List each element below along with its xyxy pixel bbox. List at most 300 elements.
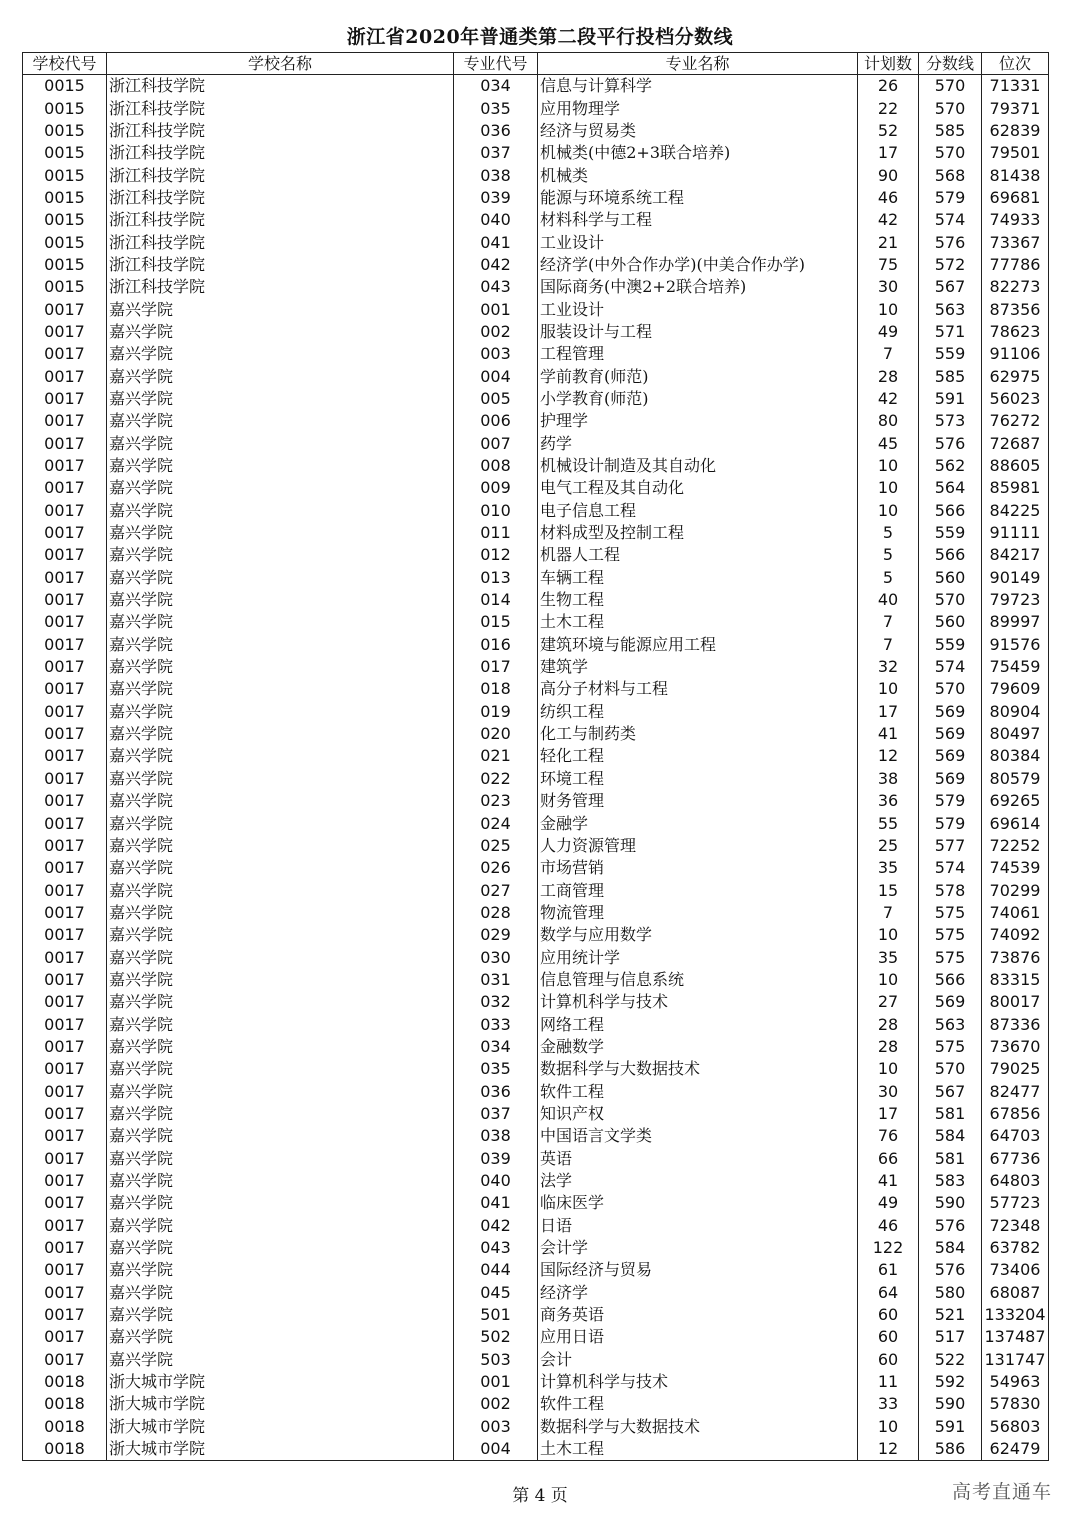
cell-rank: 67736 — [982, 1148, 1049, 1170]
cell-plan-count: 12 — [858, 1438, 919, 1461]
cell-rank: 85981 — [982, 477, 1049, 499]
cell-rank: 76272 — [982, 410, 1049, 432]
cell-major-name: 应用统计学 — [538, 946, 858, 968]
cell-major-code: 501 — [454, 1304, 538, 1326]
cell-score-line: 560 — [919, 567, 982, 589]
cell-major-code: 024 — [454, 812, 538, 834]
cell-score-line: 569 — [919, 991, 982, 1013]
cell-score-line: 522 — [919, 1349, 982, 1371]
cell-school-code: 0017 — [23, 321, 107, 343]
cell-rank: 82273 — [982, 276, 1049, 298]
cell-plan-count: 30 — [858, 276, 919, 298]
cell-school-code: 0015 — [23, 187, 107, 209]
cell-score-line: 574 — [919, 857, 982, 879]
cell-major-name: 市场营销 — [538, 857, 858, 879]
cell-school-code: 0017 — [23, 298, 107, 320]
cell-rank: 80384 — [982, 745, 1049, 767]
cell-major-name: 材料成型及控制工程 — [538, 522, 858, 544]
col-header-score-line: 分数线 — [919, 53, 982, 75]
cell-school-name: 嘉兴学院 — [107, 879, 454, 901]
cell-score-line: 576 — [919, 1215, 982, 1237]
cell-school-code: 0017 — [23, 946, 107, 968]
cell-school-code: 0017 — [23, 1259, 107, 1281]
cell-major-code: 043 — [454, 1237, 538, 1259]
cell-plan-count: 90 — [858, 164, 919, 186]
col-header-major-name: 专业名称 — [538, 53, 858, 75]
cell-major-code: 016 — [454, 634, 538, 656]
cell-rank: 73670 — [982, 1036, 1049, 1058]
cell-major-name: 护理学 — [538, 410, 858, 432]
table-row — [23, 924, 1049, 946]
table-row — [23, 656, 1049, 678]
cell-school-name: 浙江科技学院 — [107, 97, 454, 119]
cell-plan-count: 42 — [858, 209, 919, 231]
cell-school-code: 0017 — [23, 634, 107, 656]
cell-plan-count: 25 — [858, 835, 919, 857]
cell-major-code: 010 — [454, 500, 538, 522]
cell-major-name: 会计 — [538, 1349, 858, 1371]
cell-major-code: 011 — [454, 522, 538, 544]
cell-plan-count: 5 — [858, 544, 919, 566]
table-row — [23, 812, 1049, 834]
cell-school-name: 浙大城市学院 — [107, 1416, 454, 1438]
cell-school-code: 0017 — [23, 522, 107, 544]
cell-school-code: 0017 — [23, 455, 107, 477]
cell-school-name: 嘉兴学院 — [107, 768, 454, 790]
col-header-plan-count: 计划数 — [858, 53, 919, 75]
cell-rank: 69614 — [982, 812, 1049, 834]
cell-major-code: 021 — [454, 745, 538, 767]
cell-school-name: 嘉兴学院 — [107, 321, 454, 343]
table-row — [23, 1259, 1049, 1281]
table-row — [23, 164, 1049, 186]
cell-school-code: 0018 — [23, 1416, 107, 1438]
cell-plan-count: 28 — [858, 1013, 919, 1035]
cell-score-line: 576 — [919, 231, 982, 253]
cell-score-line: 579 — [919, 187, 982, 209]
table-row — [23, 1237, 1049, 1259]
cell-school-code: 0017 — [23, 500, 107, 522]
cell-rank: 73406 — [982, 1259, 1049, 1281]
cell-major-code: 003 — [454, 343, 538, 365]
cell-school-name: 嘉兴学院 — [107, 857, 454, 879]
cell-rank: 63782 — [982, 1237, 1049, 1259]
cell-score-line: 575 — [919, 902, 982, 924]
cell-school-name: 浙江科技学院 — [107, 276, 454, 298]
cell-school-code: 0017 — [23, 1058, 107, 1080]
cell-school-code: 0017 — [23, 835, 107, 857]
cell-plan-count: 17 — [858, 1103, 919, 1125]
cell-major-code: 029 — [454, 924, 538, 946]
cell-major-code: 004 — [454, 365, 538, 387]
cell-major-code: 014 — [454, 589, 538, 611]
cell-school-code: 0017 — [23, 1304, 107, 1326]
cell-school-code: 0017 — [23, 991, 107, 1013]
table-row — [23, 946, 1049, 968]
cell-school-code: 0017 — [23, 857, 107, 879]
cell-school-name: 嘉兴学院 — [107, 1036, 454, 1058]
table-row — [23, 120, 1049, 142]
cell-rank: 72348 — [982, 1215, 1049, 1237]
table-row — [23, 1349, 1049, 1371]
cell-score-line: 566 — [919, 969, 982, 991]
cell-school-code: 0017 — [23, 879, 107, 901]
cell-school-name: 嘉兴学院 — [107, 790, 454, 812]
cell-school-code: 0015 — [23, 97, 107, 119]
watermark: 高考直通车 — [951, 1481, 1052, 1503]
cell-plan-count: 61 — [858, 1259, 919, 1281]
cell-school-code: 0017 — [23, 544, 107, 566]
table-row — [23, 522, 1049, 544]
cell-score-line: 581 — [919, 1148, 982, 1170]
cell-plan-count: 66 — [858, 1148, 919, 1170]
cell-school-code: 0017 — [23, 1170, 107, 1192]
cell-plan-count: 7 — [858, 611, 919, 633]
cell-school-name: 嘉兴学院 — [107, 477, 454, 499]
cell-major-code: 038 — [454, 164, 538, 186]
cell-school-name: 嘉兴学院 — [107, 1349, 454, 1371]
cell-school-code: 0017 — [23, 656, 107, 678]
cell-school-name: 嘉兴学院 — [107, 1125, 454, 1147]
cell-major-name: 机械类 — [538, 164, 858, 186]
cell-school-name: 嘉兴学院 — [107, 365, 454, 387]
cell-rank: 80017 — [982, 991, 1049, 1013]
cell-school-code: 0017 — [23, 589, 107, 611]
cell-major-name: 经济与贸易类 — [538, 120, 858, 142]
table-row — [23, 321, 1049, 343]
cell-school-name: 嘉兴学院 — [107, 835, 454, 857]
cell-major-code: 003 — [454, 1416, 538, 1438]
cell-score-line: 592 — [919, 1371, 982, 1393]
cell-major-code: 008 — [454, 455, 538, 477]
cell-major-code: 041 — [454, 231, 538, 253]
cell-major-name: 软件工程 — [538, 1393, 858, 1415]
cell-major-code: 002 — [454, 1393, 538, 1415]
cell-score-line: 575 — [919, 946, 982, 968]
cell-school-code: 0018 — [23, 1438, 107, 1461]
cell-major-name: 机器人工程 — [538, 544, 858, 566]
cell-major-name: 计算机科学与技术 — [538, 1371, 858, 1393]
cell-major-code: 037 — [454, 1103, 538, 1125]
cell-major-name: 知识产权 — [538, 1103, 858, 1125]
cell-major-code: 502 — [454, 1326, 538, 1348]
cell-school-code: 0017 — [23, 902, 107, 924]
cell-score-line: 590 — [919, 1393, 982, 1415]
cell-school-code: 0015 — [23, 209, 107, 231]
cell-major-name: 化工与制药类 — [538, 723, 858, 745]
cell-score-line: 584 — [919, 1125, 982, 1147]
table-row — [23, 276, 1049, 298]
cell-school-name: 浙江科技学院 — [107, 120, 454, 142]
cell-plan-count: 36 — [858, 790, 919, 812]
table-row — [23, 723, 1049, 745]
cell-major-name: 车辆工程 — [538, 567, 858, 589]
cell-school-code: 0017 — [23, 365, 107, 387]
cell-score-line: 573 — [919, 410, 982, 432]
cell-school-code: 0017 — [23, 701, 107, 723]
cell-school-name: 浙江科技学院 — [107, 209, 454, 231]
cell-school-code: 0017 — [23, 1215, 107, 1237]
cell-major-code: 004 — [454, 1438, 538, 1461]
table-row — [23, 544, 1049, 566]
cell-major-name: 学前教育(师范) — [538, 365, 858, 387]
cell-plan-count: 11 — [858, 1371, 919, 1393]
cell-plan-count: 10 — [858, 298, 919, 320]
cell-major-code: 043 — [454, 276, 538, 298]
cell-major-name: 数据科学与大数据技术 — [538, 1058, 858, 1080]
cell-school-name: 嘉兴学院 — [107, 812, 454, 834]
cell-school-name: 浙江科技学院 — [107, 75, 454, 98]
cell-major-code: 028 — [454, 902, 538, 924]
cell-rank: 64703 — [982, 1125, 1049, 1147]
cell-major-code: 039 — [454, 187, 538, 209]
cell-major-name: 高分子材料与工程 — [538, 678, 858, 700]
cell-school-name: 嘉兴学院 — [107, 1282, 454, 1304]
cell-major-code: 012 — [454, 544, 538, 566]
cell-score-line: 570 — [919, 1058, 982, 1080]
table-row — [23, 678, 1049, 700]
cell-major-name: 应用物理学 — [538, 97, 858, 119]
cell-school-code: 0017 — [23, 611, 107, 633]
cell-major-code: 040 — [454, 1170, 538, 1192]
cell-school-code: 0017 — [23, 1103, 107, 1125]
cell-plan-count: 49 — [858, 321, 919, 343]
cell-plan-count: 46 — [858, 187, 919, 209]
cell-plan-count: 5 — [858, 567, 919, 589]
cell-school-code: 0017 — [23, 1349, 107, 1371]
cell-plan-count: 32 — [858, 656, 919, 678]
cell-major-name: 机械设计制造及其自动化 — [538, 455, 858, 477]
cell-major-name: 建筑环境与能源应用工程 — [538, 634, 858, 656]
cell-school-name: 浙大城市学院 — [107, 1438, 454, 1461]
cell-rank: 80497 — [982, 723, 1049, 745]
cell-major-name: 电子信息工程 — [538, 500, 858, 522]
cell-plan-count: 21 — [858, 231, 919, 253]
cell-major-code: 031 — [454, 969, 538, 991]
cell-plan-count: 52 — [858, 120, 919, 142]
cell-major-code: 002 — [454, 321, 538, 343]
col-header-major-code: 专业代号 — [454, 53, 538, 75]
cell-rank: 56023 — [982, 388, 1049, 410]
cell-plan-count: 60 — [858, 1349, 919, 1371]
cell-rank: 137487 — [982, 1326, 1049, 1348]
cell-school-code: 0017 — [23, 768, 107, 790]
cell-rank: 62975 — [982, 365, 1049, 387]
cell-plan-count: 49 — [858, 1192, 919, 1214]
cell-major-name: 轻化工程 — [538, 745, 858, 767]
cell-score-line: 570 — [919, 142, 982, 164]
cell-school-code: 0015 — [23, 276, 107, 298]
cell-major-name: 英语 — [538, 1148, 858, 1170]
cell-plan-count: 10 — [858, 1416, 919, 1438]
cell-plan-count: 22 — [858, 97, 919, 119]
cell-school-name: 嘉兴学院 — [107, 656, 454, 678]
cell-plan-count: 38 — [858, 768, 919, 790]
table-row — [23, 634, 1049, 656]
cell-rank: 81438 — [982, 164, 1049, 186]
page-title: 浙江省2020年普通类第二段平行投档分数线 — [346, 26, 734, 48]
cell-school-name: 嘉兴学院 — [107, 745, 454, 767]
cell-school-code: 0018 — [23, 1393, 107, 1415]
cell-major-name: 经济学(中外合作办学)(中美合作办学) — [538, 254, 858, 276]
cell-rank: 133204 — [982, 1304, 1049, 1326]
cell-rank: 79723 — [982, 589, 1049, 611]
cell-major-name: 服装设计与工程 — [538, 321, 858, 343]
cell-plan-count: 28 — [858, 365, 919, 387]
cell-plan-count: 64 — [858, 1282, 919, 1304]
table-row — [23, 455, 1049, 477]
cell-major-name: 人力资源管理 — [538, 835, 858, 857]
cell-school-name: 嘉兴学院 — [107, 1326, 454, 1348]
cell-score-line: 583 — [919, 1170, 982, 1192]
cell-score-line: 585 — [919, 120, 982, 142]
cell-plan-count: 10 — [858, 678, 919, 700]
cell-major-name: 日语 — [538, 1215, 858, 1237]
cell-major-name: 法学 — [538, 1170, 858, 1192]
table-body — [23, 75, 1049, 1461]
cell-score-line: 567 — [919, 1080, 982, 1102]
cell-major-name: 工业设计 — [538, 231, 858, 253]
cell-school-code: 0017 — [23, 1036, 107, 1058]
cell-major-code: 025 — [454, 835, 538, 857]
cell-major-name: 数据科学与大数据技术 — [538, 1416, 858, 1438]
cell-major-code: 023 — [454, 790, 538, 812]
cell-rank: 74092 — [982, 924, 1049, 946]
cell-rank: 73876 — [982, 946, 1049, 968]
cell-rank: 57723 — [982, 1192, 1049, 1214]
cell-major-name: 工业设计 — [538, 298, 858, 320]
cell-plan-count: 10 — [858, 924, 919, 946]
cell-school-code: 0015 — [23, 231, 107, 253]
cell-school-name: 浙大城市学院 — [107, 1371, 454, 1393]
cell-rank: 57830 — [982, 1393, 1049, 1415]
table-row — [23, 611, 1049, 633]
cell-school-name: 嘉兴学院 — [107, 634, 454, 656]
cell-major-name: 金融数学 — [538, 1036, 858, 1058]
cell-school-name: 嘉兴学院 — [107, 522, 454, 544]
cell-rank: 89997 — [982, 611, 1049, 633]
cell-plan-count: 40 — [858, 589, 919, 611]
table-row — [23, 254, 1049, 276]
cell-major-code: 030 — [454, 946, 538, 968]
cell-major-name: 电气工程及其自动化 — [538, 477, 858, 499]
cell-major-code: 013 — [454, 567, 538, 589]
cell-plan-count: 17 — [858, 142, 919, 164]
cell-score-line: 517 — [919, 1326, 982, 1348]
cell-major-code: 017 — [454, 656, 538, 678]
cell-major-name: 生物工程 — [538, 589, 858, 611]
cell-score-line: 563 — [919, 298, 982, 320]
cell-rank: 91106 — [982, 343, 1049, 365]
table-row — [23, 790, 1049, 812]
cell-score-line: 575 — [919, 1036, 982, 1058]
cell-school-code: 0017 — [23, 477, 107, 499]
cell-school-name: 浙江科技学院 — [107, 142, 454, 164]
cell-major-code: 034 — [454, 1036, 538, 1058]
cell-school-code: 0017 — [23, 1326, 107, 1348]
cell-major-code: 001 — [454, 1371, 538, 1393]
table-row — [23, 1170, 1049, 1192]
cell-score-line: 559 — [919, 343, 982, 365]
cell-major-name: 经济学 — [538, 1282, 858, 1304]
cell-rank: 79371 — [982, 97, 1049, 119]
cell-rank: 71331 — [982, 75, 1049, 98]
cell-school-name: 嘉兴学院 — [107, 924, 454, 946]
table-row — [23, 1192, 1049, 1214]
cell-major-name: 应用日语 — [538, 1326, 858, 1348]
cell-rank: 74933 — [982, 209, 1049, 231]
cell-score-line: 586 — [919, 1438, 982, 1461]
cell-score-line: 585 — [919, 365, 982, 387]
cell-plan-count: 12 — [858, 745, 919, 767]
cell-school-code: 0017 — [23, 1013, 107, 1035]
cell-school-name: 嘉兴学院 — [107, 343, 454, 365]
cell-major-code: 039 — [454, 1148, 538, 1170]
cell-score-line: 570 — [919, 678, 982, 700]
cell-school-name: 嘉兴学院 — [107, 1170, 454, 1192]
cell-score-line: 569 — [919, 701, 982, 723]
table-row — [23, 879, 1049, 901]
cell-school-name: 嘉兴学院 — [107, 701, 454, 723]
cell-score-line: 569 — [919, 723, 982, 745]
cell-major-name: 数学与应用数学 — [538, 924, 858, 946]
cell-major-code: 022 — [454, 768, 538, 790]
cell-major-code: 005 — [454, 388, 538, 410]
cell-rank: 72687 — [982, 433, 1049, 455]
cell-plan-count: 33 — [858, 1393, 919, 1415]
cell-rank: 62839 — [982, 120, 1049, 142]
cell-major-code: 018 — [454, 678, 538, 700]
cell-rank: 74061 — [982, 902, 1049, 924]
cell-school-name: 嘉兴学院 — [107, 500, 454, 522]
cell-rank: 64803 — [982, 1170, 1049, 1192]
cell-major-code: 040 — [454, 209, 538, 231]
cell-major-code: 503 — [454, 1349, 538, 1371]
cell-school-code: 0015 — [23, 75, 107, 98]
cell-major-name: 材料科学与工程 — [538, 209, 858, 231]
cell-plan-count: 28 — [858, 1036, 919, 1058]
cell-major-code: 042 — [454, 254, 538, 276]
cell-score-line: 591 — [919, 1416, 982, 1438]
cell-school-code: 0017 — [23, 812, 107, 834]
cell-plan-count: 45 — [858, 433, 919, 455]
cell-school-code: 0018 — [23, 1371, 107, 1393]
table-row — [23, 477, 1049, 499]
cell-school-name: 嘉兴学院 — [107, 969, 454, 991]
cell-score-line: 564 — [919, 477, 982, 499]
cell-major-code: 020 — [454, 723, 538, 745]
cell-score-line: 579 — [919, 790, 982, 812]
cell-plan-count: 17 — [858, 701, 919, 723]
cell-major-name: 工商管理 — [538, 879, 858, 901]
table-row — [23, 1326, 1049, 1348]
cell-score-line: 580 — [919, 1282, 982, 1304]
table-row — [23, 1438, 1049, 1461]
cell-score-line: 581 — [919, 1103, 982, 1125]
cell-rank: 87356 — [982, 298, 1049, 320]
cell-score-line: 574 — [919, 656, 982, 678]
cell-score-line: 574 — [919, 209, 982, 231]
cell-score-line: 570 — [919, 97, 982, 119]
cell-school-name: 嘉兴学院 — [107, 1058, 454, 1080]
cell-plan-count: 76 — [858, 1125, 919, 1147]
cell-school-code: 0017 — [23, 1282, 107, 1304]
cell-school-name: 嘉兴学院 — [107, 1215, 454, 1237]
cell-school-name: 嘉兴学院 — [107, 1259, 454, 1281]
cell-rank: 73367 — [982, 231, 1049, 253]
cell-school-code: 0017 — [23, 1192, 107, 1214]
cell-major-name: 信息管理与信息系统 — [538, 969, 858, 991]
